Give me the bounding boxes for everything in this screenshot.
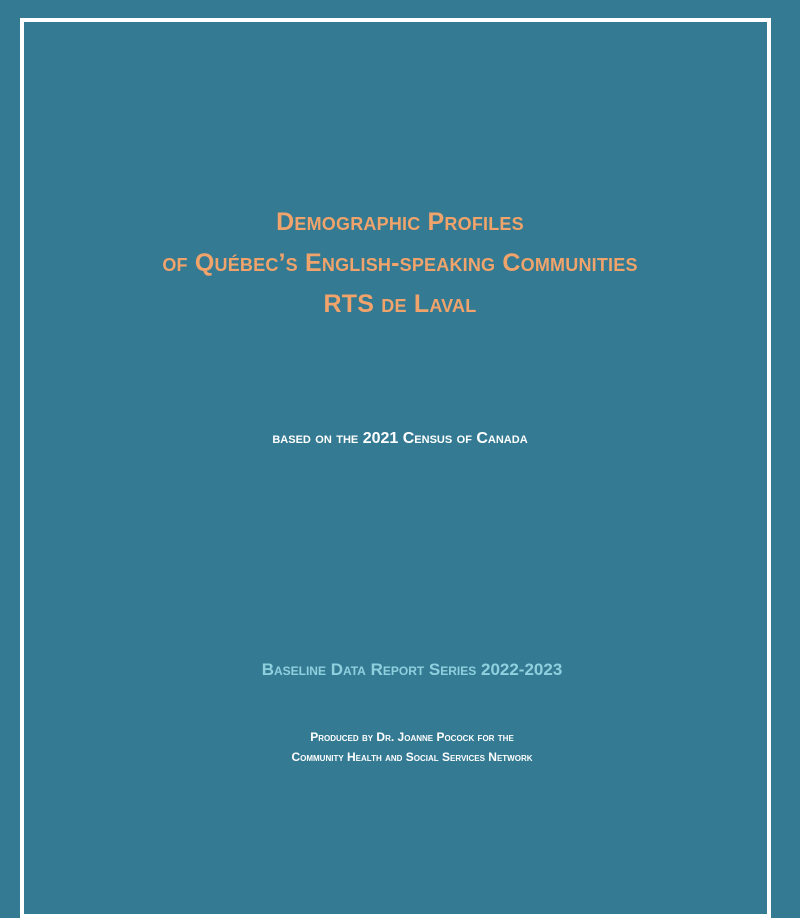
cover-border-frame	[20, 18, 771, 918]
title-line-3: RTS de Laval	[323, 290, 477, 318]
report-series: Baseline Data Report Series 2022-2023	[261, 660, 563, 679]
cover-title	[0, 202, 800, 325]
cover-subtitle: based on the 2021 Census of Canada	[272, 430, 528, 447]
title-line-2: of Québec’s English-speaking Communities	[162, 249, 638, 277]
producer-credit	[0, 727, 800, 767]
producer-line-1: Produced by Dr. Joanne Pocock for the	[310, 730, 514, 744]
producer-line-2: Community Health and Social Services Network	[291, 750, 533, 764]
title-line-1: Demographic Profiles	[276, 208, 524, 236]
